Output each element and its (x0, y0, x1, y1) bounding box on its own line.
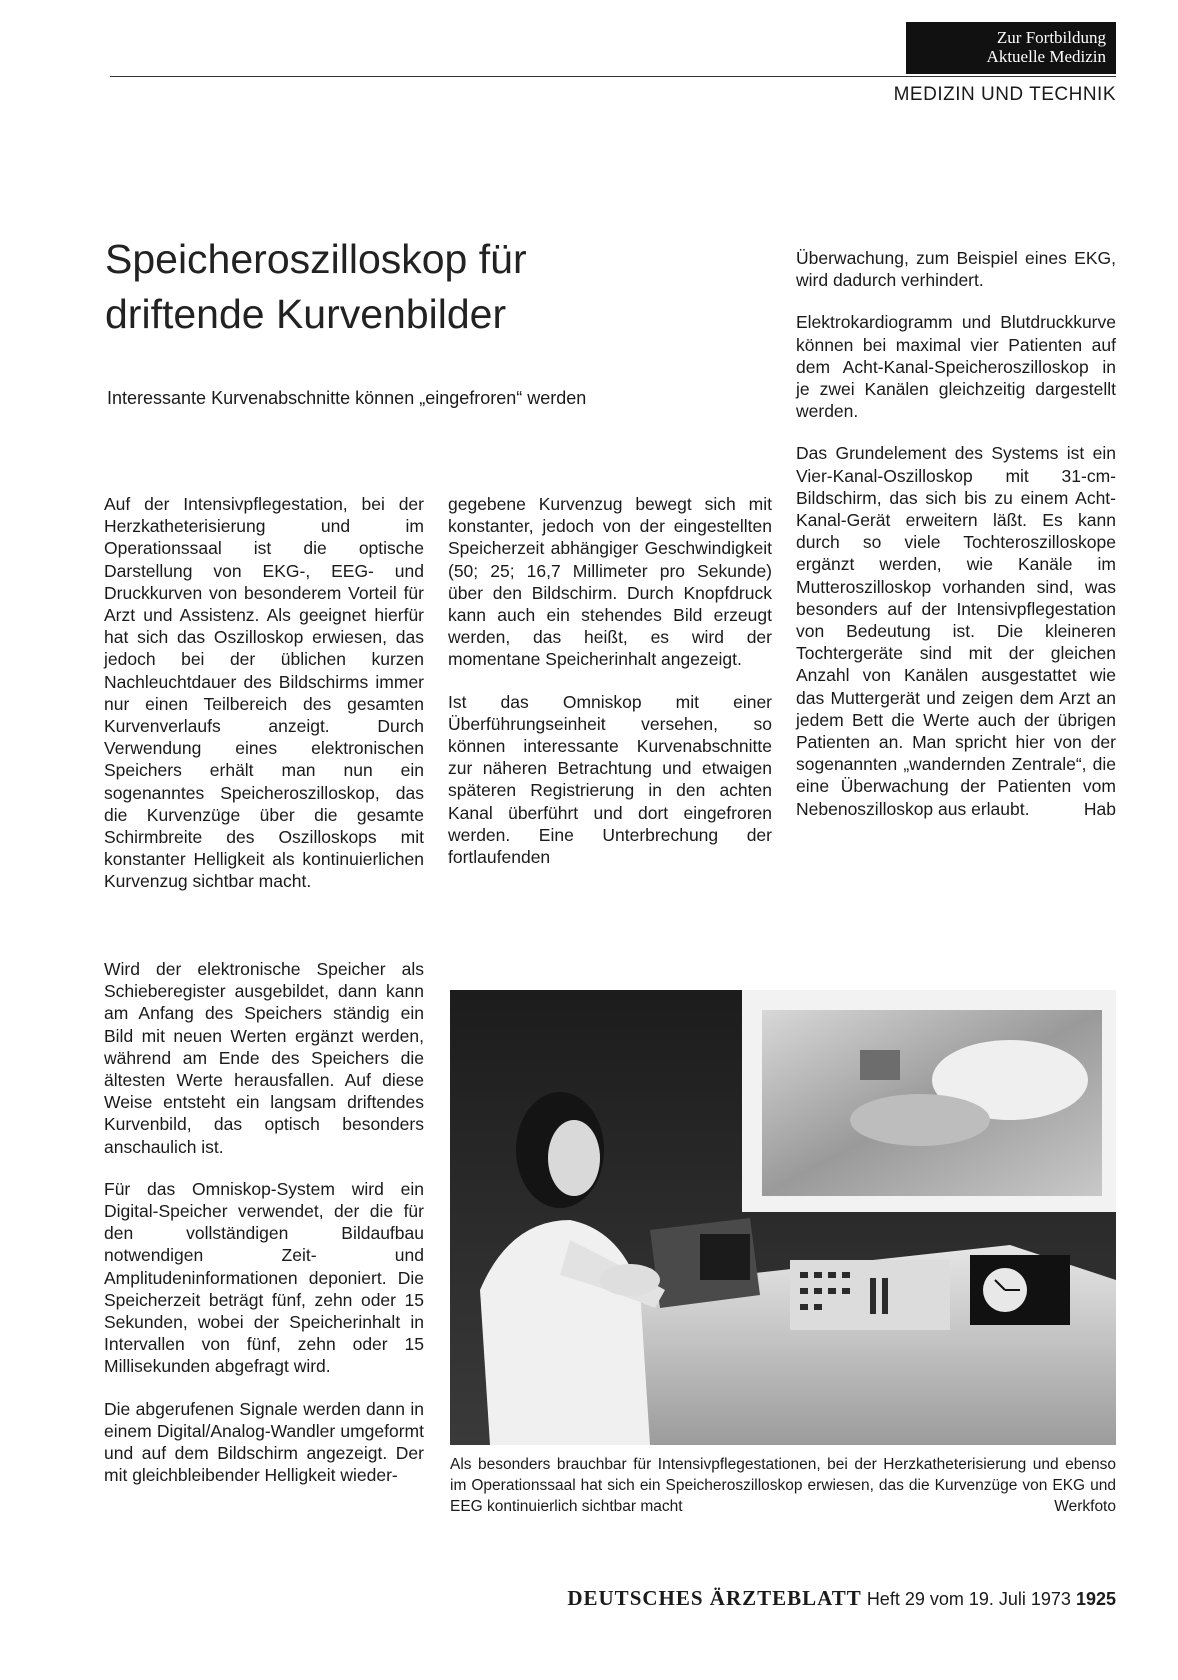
article-title (105, 232, 745, 342)
column-3 (796, 247, 1116, 840)
page-footer (500, 1586, 1116, 1611)
article-subtitle: Interessante Kurvenabschnitte können „eingefroren“ werden (107, 388, 587, 408)
paragraph: Auf der Intensivpflegestation, bei der Herzkatheterisierung und im Operationssaal ist die optische Darstellung von EKG-, EEG- und Druckkurven von besonderem Vorteil für Arzt und Assistenz. Als geeignet hierfür hat sich das Oszilloskop erwiesen, das jedoch bei der üblichen kurzen Nachleuchtdauer des Bildschirms immer nur einen Teilbereich des gesamten Kurvenverlaufs anzeigt. Durch Verwendung eines elektronischen Speichers erhält man nun ein sogenanntes Speicheroszilloskop, das die Kurvenzüge über die gesamte Schirmbreite des Oszilloskops mit konstanter Helligkeit als kontinuierlichen Kurvenzug sichtbar macht. (104, 494, 424, 892)
column-1-bottom (104, 958, 424, 1506)
section-label: MEDIZIN UND TECHNIK (893, 84, 1116, 105)
photo-credit: Werkfoto (1054, 1498, 1116, 1515)
issue-info: Heft 29 vom 19. Juli 1973 (866, 1589, 1071, 1609)
rubric-line-2: Aktuelle Medizin (986, 47, 1106, 66)
photo-caption (450, 1454, 1116, 1517)
title-line-2: driftende Kurvenbilder (105, 291, 507, 337)
page-number: 1925 (1075, 1589, 1116, 1609)
paragraph: gegebene Kurvenzug bewegt sich mit konstanter, jedoch von der eingestellten Speicherzeit abhängiger Geschwindigkeit (50; 25; 16,7 Millimeter pro Sekunde) über den Bildschirm. Durch Knopfdruck kann auch ein stehendes Bild erzeugt werden, das heißt, es wird der momentane Speicherinhalt angezeigt. (448, 494, 772, 670)
paragraph: Für das Omniskop-System wird ein Digital-Speicher verwendet, der die für den vollständigen Bildaufbau notwendigen Zeit- und Amplitudeninformationen deponiert. Die Speicherzeit beträgt fünf, zehn oder 15 Sekunden, wobei der Speicherinhalt in Intervallen von fünf, zehn oder 15 Millisekunden abgefragt wird. (104, 1178, 424, 1377)
header-rule (110, 76, 1116, 77)
caption-text: Als besonders brauchbar für Intensivpflegestationen, bei der Herzkatheterisierung und ebenso im Operationssaal hat sich ein Speicheroszilloskop erwiesen, das die Kurvenzüge von EKG und EEG kontinuierlich sichtbar macht (450, 1456, 1116, 1515)
paragraph: Elektrokardiogramm und Blutdruckkurve können bei maximal vier Patienten auf dem Acht-Kanal-Speicheroszilloskop in je zwei Kanälen gleichzeitig dargestellt werden. (796, 312, 1116, 422)
journal-name: DEUTSCHES ÄRZTEBLATT (567, 1586, 862, 1610)
paragraph (796, 442, 1116, 819)
rubric-badge (906, 22, 1116, 74)
paragraph: Wird der elektronische Speicher als Schieberegister ausgebildet, dann kann am Anfang des Speichers ständig ein Bild mit neuen Werten ergänzt werden, während am Ende des Speichers die ältesten Werte herausfallen. Auf diese Weise entsteht ein langsam driftendes Kurvenbild, das optisch besonders anschaulich ist. (104, 959, 424, 1157)
paragraph: Ist das Omniskop mit einer Überführungseinheit versehen, so können interessante Kurvenabschnitte zur näheren Betrachtung und etwaigen späteren Registrierung in den achten Kanal überführt und dort eingefroren werden. Eine Unterbrechung der fortlaufenden (448, 691, 772, 868)
column-2 (448, 493, 772, 888)
paragraph: Überwachung, zum Beispiel eines EKG, wird dadurch verhindert. (796, 248, 1116, 291)
paragraph: Die abgerufenen Signale werden dann in einem Digital/Analog-Wandler umgeformt und auf dem Bildschirm angezeigt. Der mit gleichbleibender Helligkeit wieder- (104, 1398, 424, 1486)
article-photo (450, 990, 1116, 1445)
title-line-1: Speicheroszilloskop für (105, 236, 527, 282)
rubric-line-1: Zur Fortbildung (996, 28, 1106, 47)
photo-illustration (450, 990, 1116, 1445)
author-signature: Hab (1083, 798, 1116, 819)
paragraph-text: Das Grundelement des Systems ist ein Vier-Kanal-Oszilloskop mit 31-cm-Bildschirm, das sich bis zu einem Acht-Kanal-Gerät erweitern läßt. Es kann durch so viele Tochteroszilloskope ergänzt werden, wie Kanäle im Mutteroszilloskop vorhanden sind, was besonders auf der Intensivpflegestation von Bedeutung ist. Die kleineren Tochtergeräte sind mit der gleichen Anzahl von Kanälen ausgestattet wie das Muttergerät und zeigen dem Arzt an jedem Bett die Werte auch der übrigen Patienten an. Man spricht hier von der sogenannten „wandernden Zentrale“, die eine Überwachung der Patienten vom Nebenoszilloskop aus erlaubt. (796, 443, 1116, 819)
column-1-top (104, 493, 424, 913)
